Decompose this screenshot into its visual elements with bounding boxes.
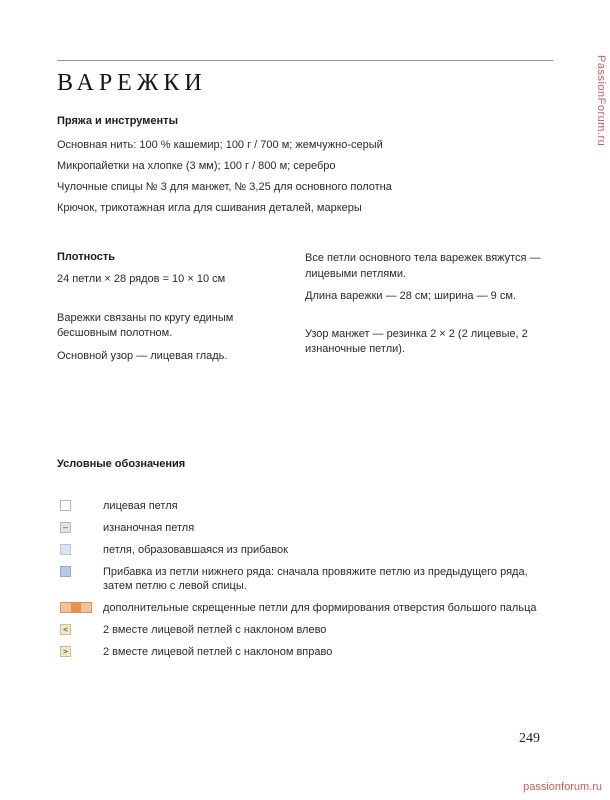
gauge-section — [57, 250, 553, 364]
page-number: 249 — [519, 731, 540, 746]
symbol-cell — [60, 521, 93, 533]
tools-line: Основная нить: 100 % кашемир; 100 г / 700 м; жемчужно-серый — [57, 139, 383, 151]
k2tog-left-symbol: < — [60, 624, 71, 635]
legend-list — [57, 499, 553, 659]
symbol-cell — [60, 499, 93, 511]
page-content — [57, 0, 553, 667]
gauge-text: 24 петли × 28 рядов = 10 × 10 см — [57, 273, 226, 285]
gauge-text: Длина варежки — 28 см; ширина — 9 см. — [305, 290, 516, 302]
increase-stitch-symbol — [60, 544, 71, 555]
legend-item — [60, 543, 553, 557]
strip-cell — [61, 603, 71, 612]
legend-label: дополнительные скрещенные петли для формирования отверстия большого пальца — [103, 602, 537, 614]
knit-stitch-symbol — [60, 500, 71, 511]
thumb-opening-symbol — [60, 602, 92, 613]
legend-label: петля, образовавшаяся из прибавок — [103, 544, 288, 556]
symbol-cell — [60, 543, 93, 555]
legend-item — [60, 623, 553, 637]
gauge-left-column — [57, 250, 305, 364]
gauge-text: Варежки связаны по кругу единым бесшовным полотном. — [57, 311, 234, 339]
tools-line: Крючок, трикотажная игла для сшивания деталей, маркеры — [57, 202, 362, 214]
title-rule — [57, 60, 553, 61]
legend-label: Прибавка из петли нижнего ряда: сначала провяжите петлю из предыдущего ряда, затем петлю с левой спицы. — [103, 566, 528, 592]
legend-label: 2 вместе лицевой петлей с наклоном влево — [103, 624, 327, 636]
legend-item — [60, 565, 553, 593]
legend-item — [60, 521, 553, 535]
section-heading-tools: Пряжа и инструменты — [57, 115, 178, 127]
gauge-text: Основной узор — лицевая гладь. — [57, 349, 228, 362]
gauge-text: Узор манжет — резинка 2 × 2 (2 лицевые, 2 изнаночные петли). — [305, 327, 528, 355]
legend-item — [60, 645, 553, 659]
gauge-right-column — [305, 250, 553, 364]
increase-from-row-below-symbol — [60, 566, 71, 577]
gauge-text: Все петли основного тела варежек вяжутся — лицевыми петлями. — [305, 252, 541, 280]
symbol-cell — [60, 623, 93, 635]
tools-line: Чулочные спицы № 3 для манжет, № 3,25 для основного полотна — [57, 181, 392, 193]
symbol-cell — [60, 645, 93, 657]
purl-stitch-symbol: – — [60, 522, 71, 533]
watermark-side: PassionForum.ru — [595, 55, 607, 147]
legend-label: 2 вместе лицевой петлей с наклоном вправо — [103, 646, 333, 658]
symbol-cell — [60, 601, 93, 613]
section-heading-gauge: Плотность — [57, 251, 116, 263]
tools-list — [57, 135, 553, 219]
watermark-corner: passionforum.ru — [523, 781, 602, 793]
strip-cell — [81, 603, 91, 612]
symbol-cell — [60, 565, 93, 577]
page-title: ВАРЕЖКИ — [57, 70, 207, 96]
legend-label: лицевая петля — [103, 500, 178, 512]
legend-item — [60, 499, 553, 513]
legend-label: изнаночная петля — [103, 522, 195, 534]
tools-line: Микропайетки на хлопке (3 мм); 100 г / 800 м; серебро — [57, 160, 336, 172]
legend-item — [60, 601, 553, 615]
strip-cell — [71, 603, 81, 612]
k2tog-right-symbol: > — [60, 646, 71, 657]
section-heading-legend: Условные обозначения — [57, 458, 186, 470]
